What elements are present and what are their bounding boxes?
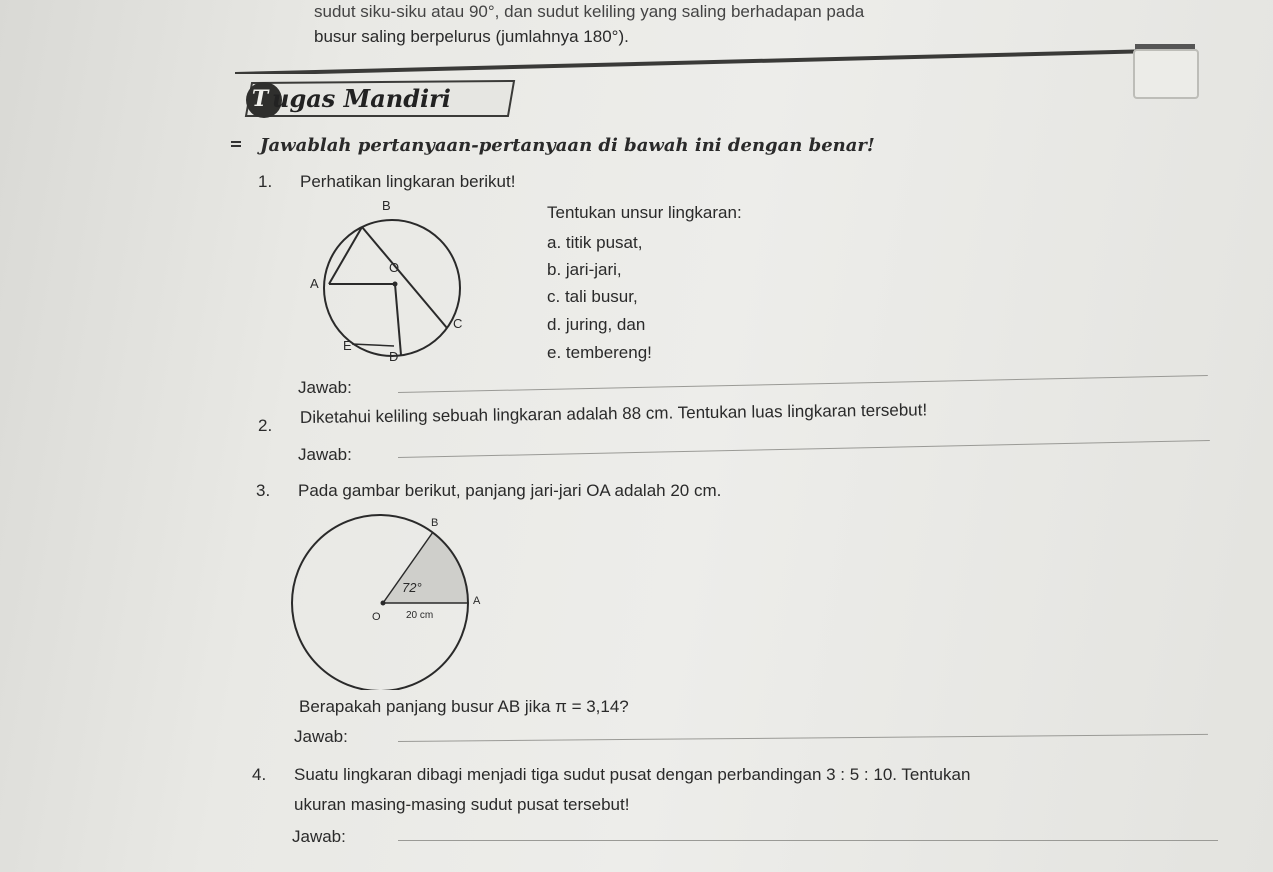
q2-answer-label: Jawab: (298, 445, 352, 464)
q1-label-e: E (343, 338, 352, 353)
q4-number: 4. (252, 765, 267, 784)
q1-label-a: A (310, 276, 319, 291)
top-text-line1: sudut siku-siku atau 90°, dan sudut keliling yang saling berhadapan pada (314, 2, 865, 21)
q2-number: 2. (258, 416, 273, 435)
q1-number: 1. (258, 172, 273, 191)
q1-label-c: C (453, 316, 463, 331)
q1-answer-line[interactable] (398, 375, 1208, 393)
q1-item-c: c. tali busur, (547, 287, 638, 306)
q4-line2: ukuran masing-masing sudut pusat tersebut! (294, 795, 630, 814)
q3-answer-label: Jawab: (294, 727, 348, 746)
q3-circle-figure (290, 510, 500, 690)
q1-circle-figure (300, 198, 480, 378)
q3-label-o: O (372, 611, 381, 623)
q2-text: Diketahui keliling sebuah lingkaran adalah 88 cm. Tentukan luas lingkaran tersebut! (299, 400, 928, 427)
q1-label-d: D (389, 349, 399, 364)
q3-answer-line[interactable] (398, 734, 1208, 742)
page-tab-box (1133, 49, 1199, 99)
section-badge-letter: T (251, 86, 269, 112)
q1-label-b: B (382, 198, 391, 213)
q4-answer-line[interactable] (398, 840, 1218, 841)
q1-item-a: a. titik pusat, (547, 233, 643, 252)
q4-line1: Suatu lingkaran dibagi menjadi tiga sudut pusat dengan perbandingan 3 : 5 : 10. Tentukan (294, 765, 971, 784)
instruction-text: Jawablah pertanyaan-pertanyaan di bawah ini dengan benar! (260, 135, 875, 156)
q1-text: Perhatikan lingkaran berikut! (300, 172, 516, 191)
q3-question: Berapakah panjang busur AB jika π = 3,14? (299, 697, 629, 716)
q1-intro: Tentukan unsur lingkaran: (547, 203, 742, 222)
q1-answer-label: Jawab: (298, 378, 352, 397)
q1-label-o: O (389, 260, 400, 275)
section-header-bar (235, 44, 1200, 74)
q3-label-a: A (473, 595, 481, 607)
top-text-line2: busur saling berpelurus (jumlahnya 180°). (314, 27, 629, 46)
q3-angle-label: 72° (402, 580, 422, 595)
section-title: ugas Mandiri (272, 84, 451, 113)
q2-answer-line[interactable] (398, 440, 1210, 458)
q3-radius-label: 20 cm (406, 610, 434, 621)
q3-text: Pada gambar berikut, panjang jari-jari OA adalah 20 cm. (298, 481, 722, 500)
pencil-icon (230, 138, 242, 150)
q1-item-d: d. juring, dan (547, 315, 646, 334)
q1-item-b: b. jari-jari, (547, 260, 622, 279)
q4-answer-label: Jawab: (292, 827, 346, 846)
q3-label-b: B (431, 517, 439, 529)
q1-item-e: e. tembereng! (547, 343, 652, 362)
q3-number: 3. (256, 481, 271, 500)
